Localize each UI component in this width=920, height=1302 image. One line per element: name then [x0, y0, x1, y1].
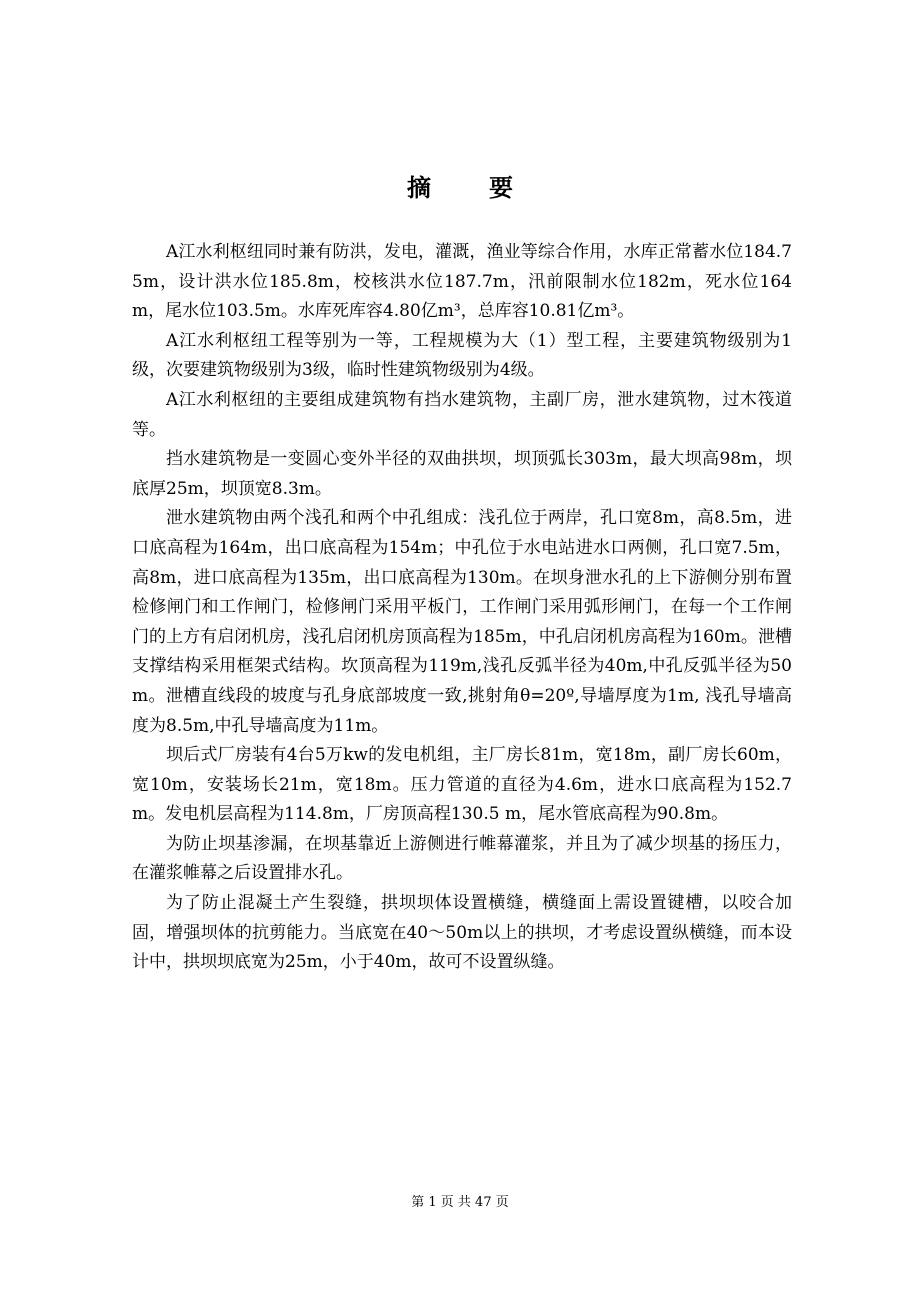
paragraph-8: 为了防止混凝土产生裂缝，拱坝坝体设置横缝，横缝面上需设置键槽，以咬合加固，增强坝体的抗剪能力。当底宽在40～50m以上的拱坝，才考虑设置纵横缝，而本设计中，拱坝坝底宽为25m，小于40m，故可不设置纵缝。 [132, 893, 792, 973]
paragraph-5: 泄水建筑物由两个浅孔和两个中孔组成：浅孔位于两岸，孔口宽8m，高8.5m，进口底高程为164m，出口底高程为154m；中孔位于水电站进水口两侧，孔口宽7.5m，高8m，进口底高程为135m，出口底高程为130m。在坝身泄水孔的上下游侧分别布置检修闸门和工作闸门，检修闸门采用平板门，工作闸门采用弧形闸门，在每一个工作闸门的上方有启闭机房，浅孔启闭机房顶高程为185m，中孔启闭机房高程为160m。泄槽支撑结构采用框架式结构。坎顶高程为119m,浅孔反弧半径为40m,中孔反弧半径为50m。泄槽直线段的坡度与孔身底部坡度一致,挑射角θ=20º,导墙厚度为1m, 浅孔导墙高度为8.5m,中孔导墙高度为11m。 [132, 508, 792, 736]
page-title: 摘要 [407, 174, 571, 202]
paragraph-4: 挡水建筑物是一变圆心变外半径的双曲拱坝，坝顶弧长303m，最大坝高98m，坝底厚25m，坝顶宽8.3m。 [132, 449, 792, 499]
paragraph-6: 坝后式厂房装有4台5万kw的发电机组，主厂房长81m，宽18m，副厂房长60m，宽10m，安装场长21m，宽18m。压力管道的直径为4.6m，进水口底高程为152.7m。发电机层高程为114.8m，厂房顶高程130.5 m，尾水管底高程为90.8m。 [132, 745, 792, 825]
abstract-body [132, 238, 792, 978]
paragraph-2: A江水利枢纽工程等别为一等，工程规模为大（1）型工程，主要建筑物级别为1级，次要建筑物级别为3级，临时性建筑物级别为4级。 [132, 330, 792, 381]
page-footer: 第 1 页 共 47 页 [411, 1195, 509, 1210]
paragraph-7: 为防止坝基渗漏，在坝基靠近上游侧进行帷幕灌浆，并且为了减少坝基的扬压力，在灌浆帷幕之后设置排水孔。 [132, 833, 792, 884]
paragraph-3: A江水利枢纽的主要组成建筑物有挡水建筑物，主副厂房，泄水建筑物，过木筏道等。 [132, 389, 792, 440]
paragraph-1: A江水利枢纽同时兼有防洪，发电，灌溉，渔业等综合作用，水库正常蓄水位184.75m，设计洪水位185.8m，校核洪水位187.7m，汛前限制水位182m，死水位164m，尾水位103.5m。水库死库容4.80亿m³，总库容10.81亿m³。 [132, 242, 792, 322]
